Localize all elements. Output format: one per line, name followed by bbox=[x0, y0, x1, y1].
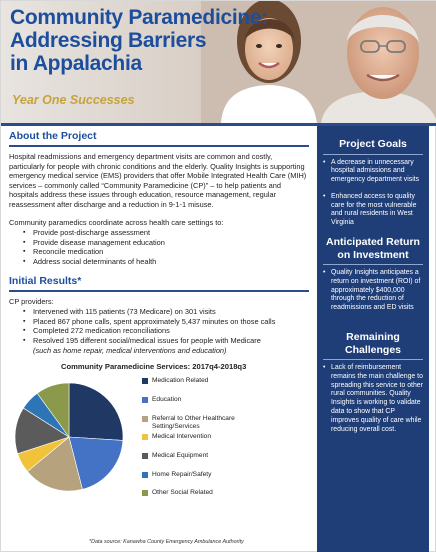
list-item: ▪ Reconcile medication bbox=[23, 247, 309, 257]
legend-label: Medical Intervention bbox=[152, 433, 212, 441]
list-item-note: (such as home repair, medical interventions and education) bbox=[33, 345, 227, 355]
header-banner bbox=[1, 1, 436, 123]
list-item: ▪ Intervened with 115 patients (73 Medicare) on 301 visits bbox=[23, 307, 309, 317]
goals-heading: Project Goals bbox=[339, 138, 407, 150]
list-item: ▪ Completed 272 medication reconciliations bbox=[23, 326, 309, 336]
sidebar bbox=[317, 126, 429, 552]
list-item bbox=[23, 336, 309, 355]
pie-chart-svg bbox=[9, 375, 139, 505]
roi-heading-line-2: on Investment bbox=[337, 248, 409, 261]
legend-item bbox=[142, 377, 208, 385]
list-item: • Enhanced access to quality care for the most vulnerable and rural residents in West Virginia bbox=[323, 193, 423, 228]
challenges-heading-line-1: Remaining bbox=[346, 331, 400, 344]
about-bullet-list bbox=[23, 228, 309, 266]
legend-swatch bbox=[142, 472, 148, 478]
legend-swatch bbox=[142, 453, 148, 459]
legend-swatch bbox=[142, 416, 148, 422]
roi-list bbox=[323, 269, 423, 313]
list-item: • A decrease in unnecessary hospital admissions and emergency department visits bbox=[323, 159, 423, 185]
list-item: • Lack of reimbursement remains the main challenge to spreading this service to other rural communities. Quality Insights is working to validate data to show that CP improves quality of care while reducing overall cost. bbox=[323, 364, 423, 434]
challenges-list bbox=[323, 364, 423, 434]
page-subtitle: Year One Successes bbox=[12, 93, 135, 107]
legend-swatch bbox=[142, 490, 148, 496]
list-item: ▪ Provide post-discharge assessment bbox=[23, 228, 309, 238]
sidebar-divider bbox=[323, 264, 423, 265]
results-bullet-list bbox=[23, 307, 309, 355]
about-divider bbox=[9, 145, 309, 147]
results-divider bbox=[9, 290, 309, 292]
page-title bbox=[10, 6, 310, 75]
list-item-text: Resolved 195 different social/medical issues for people with Medicare bbox=[33, 335, 261, 345]
challenges-heading bbox=[323, 331, 423, 356]
main-column bbox=[9, 130, 309, 505]
legend-swatch bbox=[142, 397, 148, 403]
legend-label: Education bbox=[152, 396, 182, 404]
results-intro: CP providers: bbox=[9, 296, 54, 306]
legend-label: Medication Related bbox=[152, 377, 209, 385]
legend-swatch bbox=[142, 434, 148, 440]
legend-item bbox=[142, 415, 252, 431]
data-source-note: *Data source: Kanawha County Emergency Ambulance Authority bbox=[89, 539, 244, 545]
list-item: ▪ Placed 867 phone calls, spent approximately 5,437 minutes on those calls bbox=[23, 317, 309, 327]
legend-item bbox=[142, 433, 211, 441]
list-item: ▪ Address social determinants of health bbox=[23, 257, 309, 267]
results-heading: Initial Results* bbox=[9, 274, 82, 287]
sidebar-divider bbox=[323, 359, 423, 360]
legend-item bbox=[142, 489, 213, 497]
legend-swatch bbox=[142, 378, 148, 384]
page-title-line-3: in Appalachia bbox=[10, 52, 142, 75]
legend-label: Referral to Other Healthcare Setting/Services bbox=[152, 415, 235, 431]
legend-item bbox=[142, 471, 211, 479]
pie-chart bbox=[9, 375, 309, 505]
legend-item bbox=[142, 396, 181, 404]
list-item: ▪ Provide disease management education bbox=[23, 238, 309, 248]
about-paragraph-2: Community paramedics coordinate across health care settings to: bbox=[9, 217, 224, 227]
legend-label: Other Social Related bbox=[152, 489, 213, 497]
page-title-line-1: Community Paramedicine: bbox=[10, 6, 268, 29]
list-item: • Quality Insights anticipates a return on investment (ROI) of approximately $400,000 through the reduction of readmissions and ED visits bbox=[323, 269, 423, 313]
page-title-line-2: Addressing Barriers bbox=[10, 29, 207, 52]
challenges-heading-line-2: Challenges bbox=[344, 343, 402, 356]
roi-heading-line-1: Anticipated Return bbox=[326, 236, 420, 249]
pie-slice-0 bbox=[69, 383, 123, 440]
goals-list bbox=[323, 159, 423, 229]
chart-title: Community Paramedicine Services: 2017q4-2018q3 bbox=[61, 362, 247, 372]
roi-heading bbox=[323, 236, 423, 261]
sidebar-divider bbox=[323, 154, 423, 155]
legend-label: Home Repair/Safety bbox=[152, 471, 212, 479]
legend-item bbox=[142, 452, 208, 460]
about-heading: About the Project bbox=[9, 130, 97, 142]
about-paragraph: Hospital readmissions and emergency department visits are common and costly, particularly for people with chronic conditions and the elderly. Quality Insights is supporting emergency medical service (EMS) providers that offer Mobile Integrated Health Care (MIH) services – commonly called “Community Paramedicine (CP)” – to help patients and hospitals address these issues through education, resource management, regular reassessment after discharge and a reduction in 9-1-1 misuse. bbox=[9, 152, 307, 209]
legend-label: Medical Equipment bbox=[152, 452, 209, 460]
